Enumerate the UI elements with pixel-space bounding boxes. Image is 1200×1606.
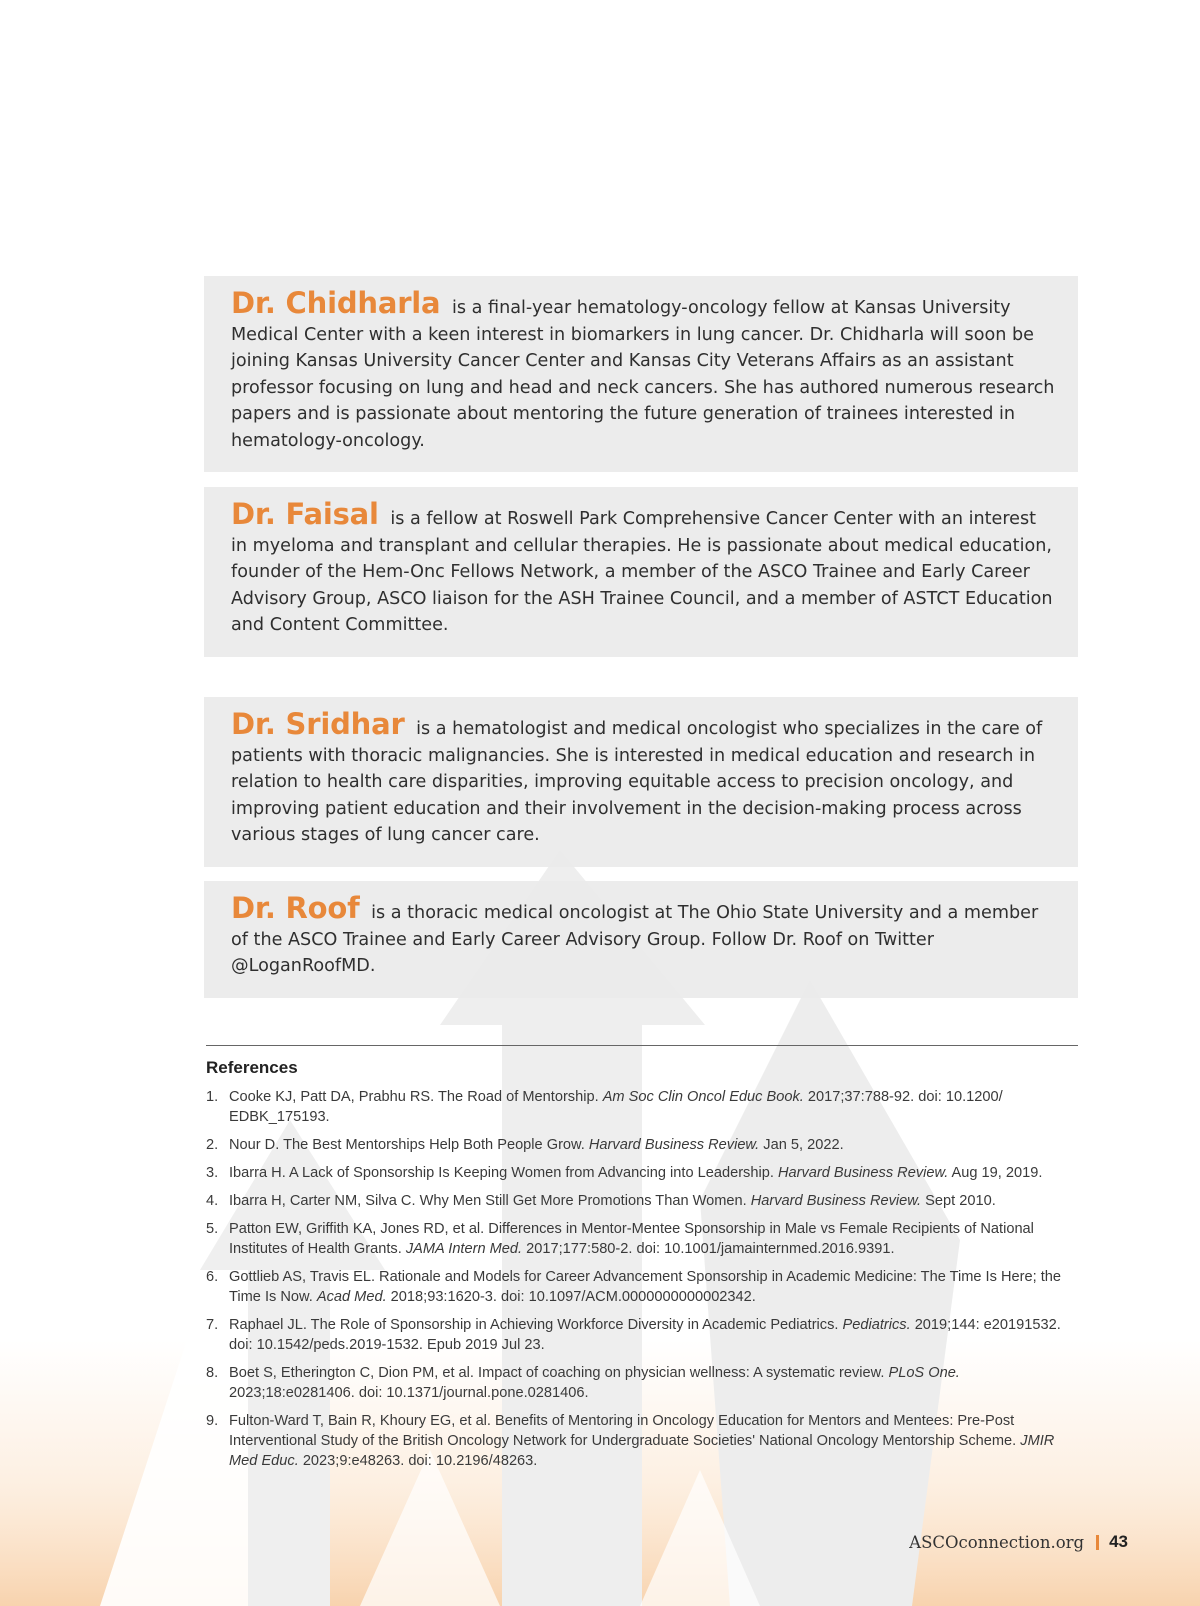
- reference-item: 9. Fulton-Ward T, Bain R, Khoury EG, et al. Benefits of Mentoring in Oncology Education for Mentors and Mentees: Pre-Post Interventional Study of the British Oncology Network for Undergraduate Societies' National Oncology Mentorship Scheme. JMIR Med Educ. 2023;9:e48263. doi: 10.2196/48263.: [206, 1413, 1055, 1469]
- bio-roof: [204, 881, 1078, 998]
- bio-text: is a thoracic medical oncologist at The Ohio State University and a member of the ASCO Trainee and Early Career Advisory Group. Follow Dr. Roof on Twitter @LoganRoofMD.: [231, 903, 1039, 976]
- footer-separator: [1096, 1535, 1099, 1550]
- references-heading: References: [206, 1058, 298, 1077]
- footer-site-link[interactable]: ASCOconnection.org: [909, 1532, 1085, 1552]
- reference-item: 5. Patton EW, Griffith KA, Jones RD, et al. Differences in Mentor-Mentee Sponsorship in Male vs Female Recipients of National Institutes of Health Grants. JAMA Intern Med. 2017;177:580-2. doi: 10.1001/jamainternmed.2016.9391.: [206, 1221, 1034, 1257]
- reference-item: 1. Cooke KJ, Patt DA, Prabhu RS. The Road of Mentorship. Am Soc Clin Oncol Educ Book. 2017;37:788-92. doi: 10.1200/ EDBK_175193.: [206, 1089, 1003, 1125]
- page-number: 43: [1109, 1532, 1128, 1551]
- bio-sridhar: [204, 697, 1078, 867]
- bio-faisal: [204, 487, 1078, 657]
- bio-name: Dr. Faisal: [231, 497, 379, 531]
- reference-item: 6. Gottlieb AS, Travis EL. Rationale and Models for Career Advancement Sponsorship in Academic Medicine: The Time Is Here; the Time Is Now. Acad Med. 2018;93:1620-3. doi: 10.1097/ACM.0000000000002342.: [206, 1269, 1061, 1305]
- reference-item: 7. Raphael JL. The Role of Sponsorship in Achieving Workforce Diversity in Academic Pediatrics. Pediatrics. 2019;144: e20191532. doi: 10.1542/peds.2019-1532. Epub 2019 Jul 23.: [206, 1317, 1061, 1353]
- references-list: [206, 1087, 1086, 1479]
- bio-text: is a hematologist and medical oncologist who specializes in the care of patients with thoracic malignancies. She is interested in medical education and research in relation to health care disparities, improving equitable access to precision oncology, and improving patient education and their involvement in the decision-making process across various stages of lung cancer care.: [231, 719, 1043, 845]
- bio-name: Dr. Roof: [231, 891, 360, 925]
- bio-chidharla: [204, 276, 1078, 472]
- reference-item: 8. Boet S, Etherington C, Dion PM, et al. Impact of coaching on physician wellness: A systematic review. PLoS One. 2023;18:e0281406. doi: 10.1371/journal.pone.0281406.: [206, 1365, 960, 1401]
- bio-text: is a final-year hematology-oncology fellow at Kansas University Medical Center with a keen interest in biomarkers in lung cancer. Dr. Chidharla will soon be joining Kansas University Cancer Center and Kansas City Veterans Affairs as an assistant professor focusing on lung and head and neck cancers. She has authored numerous research papers and is passionate about mentoring the future generation of trainees interested in hematology-oncology.: [231, 298, 1055, 451]
- reference-item: 3. Ibarra H. A Lack of Sponsorship Is Keeping Women from Advancing into Leadership. Harvard Business Review. Aug 19, 2019.: [206, 1165, 1043, 1181]
- page-footer: [909, 1532, 1128, 1552]
- references-divider: [206, 1045, 1078, 1046]
- bio-name: Dr. Sridhar: [231, 707, 405, 741]
- reference-item: 2. Nour D. The Best Mentorships Help Both People Grow. Harvard Business Review. Jan 5, 2022.: [206, 1137, 844, 1153]
- reference-item: 4. Ibarra H, Carter NM, Silva C. Why Men Still Get More Promotions Than Women. Harvard Business Review. Sept 2010.: [206, 1193, 996, 1209]
- bio-name: Dr. Chidharla: [231, 286, 441, 320]
- bio-text: is a fellow at Roswell Park Comprehensive Cancer Center with an interest in myeloma and transplant and cellular therapies. He is passionate about medical education, founder of the Hem-Onc Fellows Network, a member of the ASCO Trainee and Early Career Advisory Group, ASCO liaison for the ASH Trainee Council, and a member of ASTCT Education and Content Committee.: [231, 509, 1053, 635]
